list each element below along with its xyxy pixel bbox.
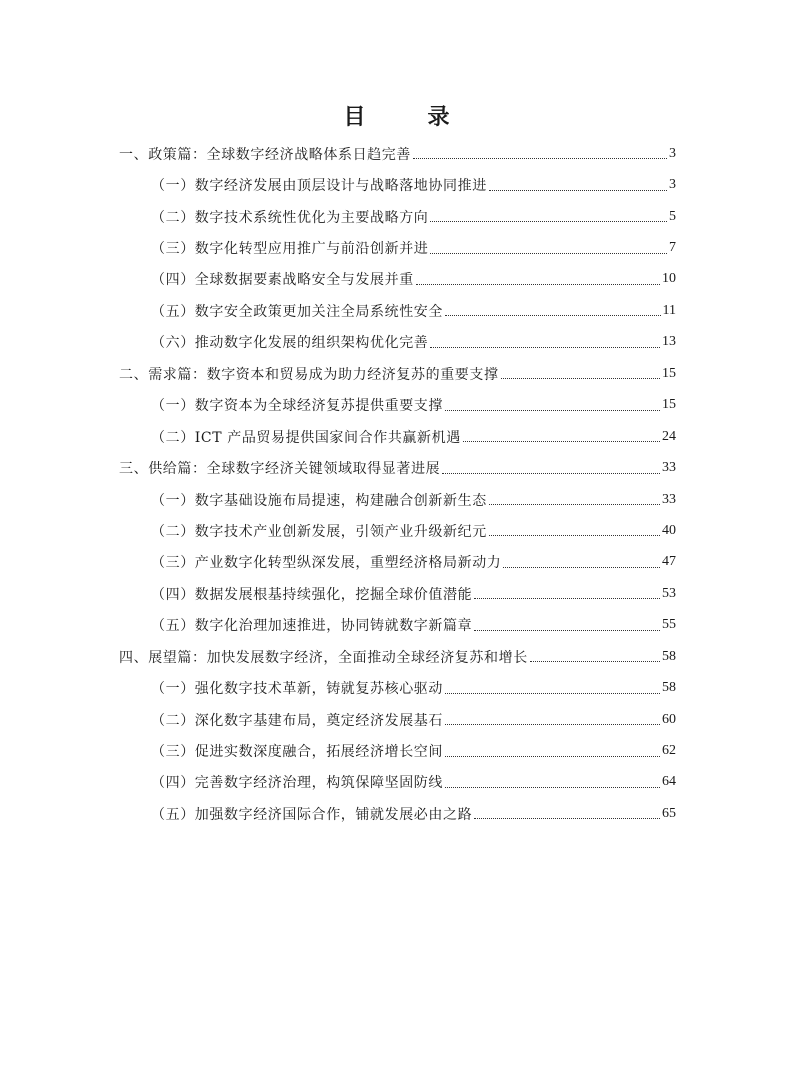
toc-page-number: 64 bbox=[662, 774, 676, 790]
toc-page-number: 3 bbox=[669, 145, 676, 161]
dot-leader bbox=[416, 284, 660, 285]
dot-leader bbox=[445, 410, 660, 411]
toc-section-entry[interactable] bbox=[119, 515, 676, 546]
dot-leader bbox=[474, 598, 660, 599]
dot-leader bbox=[430, 221, 667, 222]
toc-entry-label: （三）促进实数深度融合，拓展经济增长空间 bbox=[151, 744, 443, 761]
dot-leader bbox=[489, 535, 660, 536]
toc-page-number: 55 bbox=[662, 617, 676, 633]
toc-chapter-entry[interactable] bbox=[119, 641, 676, 672]
toc-section-entry[interactable] bbox=[119, 169, 676, 200]
toc-entry-label: 四、展望篇：加快发展数字经济，全面推动全球经济复苏和增长 bbox=[119, 649, 528, 666]
dot-leader bbox=[503, 567, 660, 568]
toc-section-entry[interactable] bbox=[119, 735, 676, 766]
toc-section-entry[interactable] bbox=[119, 295, 676, 326]
dot-leader bbox=[445, 787, 660, 788]
toc-section-entry[interactable] bbox=[119, 704, 676, 735]
toc-section-entry[interactable] bbox=[119, 484, 676, 515]
toc-entry-label: （五）数字安全政策更加关注全局系统性安全 bbox=[151, 303, 443, 320]
toc-entry-label: （一）数字经济发展由顶层设计与战略落地协同推进 bbox=[151, 178, 487, 195]
toc-entry-label: （六）推动数字化发展的组织架构优化完善 bbox=[151, 335, 429, 352]
toc-entry-label: （一）数字资本为全球经济复苏提供重要支撑 bbox=[151, 398, 443, 415]
toc-page-number: 15 bbox=[662, 365, 676, 381]
toc-section-entry[interactable] bbox=[119, 578, 676, 609]
dot-leader bbox=[442, 473, 660, 474]
toc-page-number: 10 bbox=[662, 271, 676, 287]
toc-section-entry[interactable] bbox=[119, 327, 676, 358]
page-title: 目 录 bbox=[343, 105, 470, 130]
toc-section-entry[interactable] bbox=[119, 672, 676, 703]
dot-leader bbox=[445, 756, 660, 757]
toc-page-number: 5 bbox=[669, 208, 676, 224]
toc-entry-label: （二）数字技术产业创新发展，引领产业升级新纪元 bbox=[151, 523, 487, 540]
toc-entry-label: （二）数字技术系统性优化为主要战略方向 bbox=[151, 209, 429, 226]
dot-leader bbox=[430, 347, 660, 348]
toc-page-number: 3 bbox=[669, 177, 676, 193]
dot-leader bbox=[474, 818, 660, 819]
toc-page-number: 47 bbox=[662, 554, 676, 570]
toc-entry-label: （四）全球数据要素战略安全与发展并重 bbox=[151, 272, 414, 289]
toc-page-number: 53 bbox=[662, 585, 676, 601]
dot-leader bbox=[445, 724, 660, 725]
toc-page-number: 24 bbox=[662, 428, 676, 444]
toc-entry-label: （五）加强数字经济国际合作，铺就发展必由之路 bbox=[151, 806, 473, 823]
toc-entry-label: （五）数字化治理加速推进，协同铸就数字新篇章 bbox=[151, 618, 473, 635]
toc-section-entry[interactable] bbox=[119, 201, 676, 232]
toc-entry-label: 三、供给篇：全球数字经济关键领域取得显著进展 bbox=[119, 461, 441, 478]
toc-entry-label: （三）数字化转型应用推广与前沿创新并进 bbox=[151, 241, 429, 258]
toc-entry-label: （三）产业数字化转型纵深发展，重塑经济格局新动力 bbox=[151, 555, 502, 572]
toc-section-entry[interactable] bbox=[119, 767, 676, 798]
toc-entry-label: 二、需求篇：数字资本和贸易成为助力经济复苏的重要支撑 bbox=[119, 366, 499, 383]
toc-page-number: 58 bbox=[662, 680, 676, 696]
dot-leader bbox=[430, 253, 667, 254]
toc-page-number: 62 bbox=[662, 743, 676, 759]
dot-leader bbox=[489, 504, 660, 505]
toc-section-entry[interactable] bbox=[119, 421, 676, 452]
dot-leader bbox=[501, 378, 660, 379]
toc-section-entry[interactable] bbox=[119, 547, 676, 578]
dot-leader bbox=[463, 441, 660, 442]
toc-section-entry[interactable] bbox=[119, 232, 676, 263]
toc-chapter-entry[interactable] bbox=[119, 358, 676, 389]
toc-page-number: 33 bbox=[662, 491, 676, 507]
dot-leader bbox=[489, 190, 667, 191]
toc-page-number: 13 bbox=[662, 334, 676, 350]
toc-entry-label: （四）完善数字经济治理，构筑保障坚固防线 bbox=[151, 775, 443, 792]
toc-page-number: 60 bbox=[662, 711, 676, 727]
toc-entry-label: （二）ICT 产品贸易提供国家间合作共赢新机遇 bbox=[151, 429, 461, 446]
toc-section-entry[interactable] bbox=[119, 798, 676, 829]
toc-page-number: 11 bbox=[662, 302, 676, 318]
toc-chapter-entry[interactable] bbox=[119, 452, 676, 483]
toc-chapter-entry[interactable] bbox=[119, 138, 676, 169]
toc-section-entry[interactable] bbox=[119, 264, 676, 295]
toc-page-number: 7 bbox=[669, 240, 676, 256]
toc-entry-label: （四）数据发展根基持续强化，挖掘全球价值潜能 bbox=[151, 586, 473, 603]
toc-section-entry[interactable] bbox=[119, 610, 676, 641]
dot-leader bbox=[530, 661, 660, 662]
toc-page-number: 58 bbox=[662, 648, 676, 664]
dot-leader bbox=[445, 315, 661, 316]
dot-leader bbox=[413, 158, 667, 159]
toc-entry-label: 一、政策篇：全球数字经济战略体系日趋完善 bbox=[119, 146, 411, 163]
toc-entry-label: （一）强化数字技术革新，铸就复苏核心驱动 bbox=[151, 681, 443, 698]
dot-leader bbox=[445, 693, 660, 694]
table-of-contents bbox=[119, 138, 676, 830]
toc-entry-label: （二）深化数字基建布局，奠定经济发展基石 bbox=[151, 712, 443, 729]
toc-entry-label: （一）数字基础设施布局提速，构建融合创新新生态 bbox=[151, 492, 487, 509]
toc-page-number: 15 bbox=[662, 397, 676, 413]
dot-leader bbox=[474, 630, 660, 631]
toc-page-number: 40 bbox=[662, 522, 676, 538]
toc-section-entry[interactable] bbox=[119, 390, 676, 421]
toc-page-number: 65 bbox=[662, 805, 676, 821]
toc-page-number: 33 bbox=[662, 460, 676, 476]
